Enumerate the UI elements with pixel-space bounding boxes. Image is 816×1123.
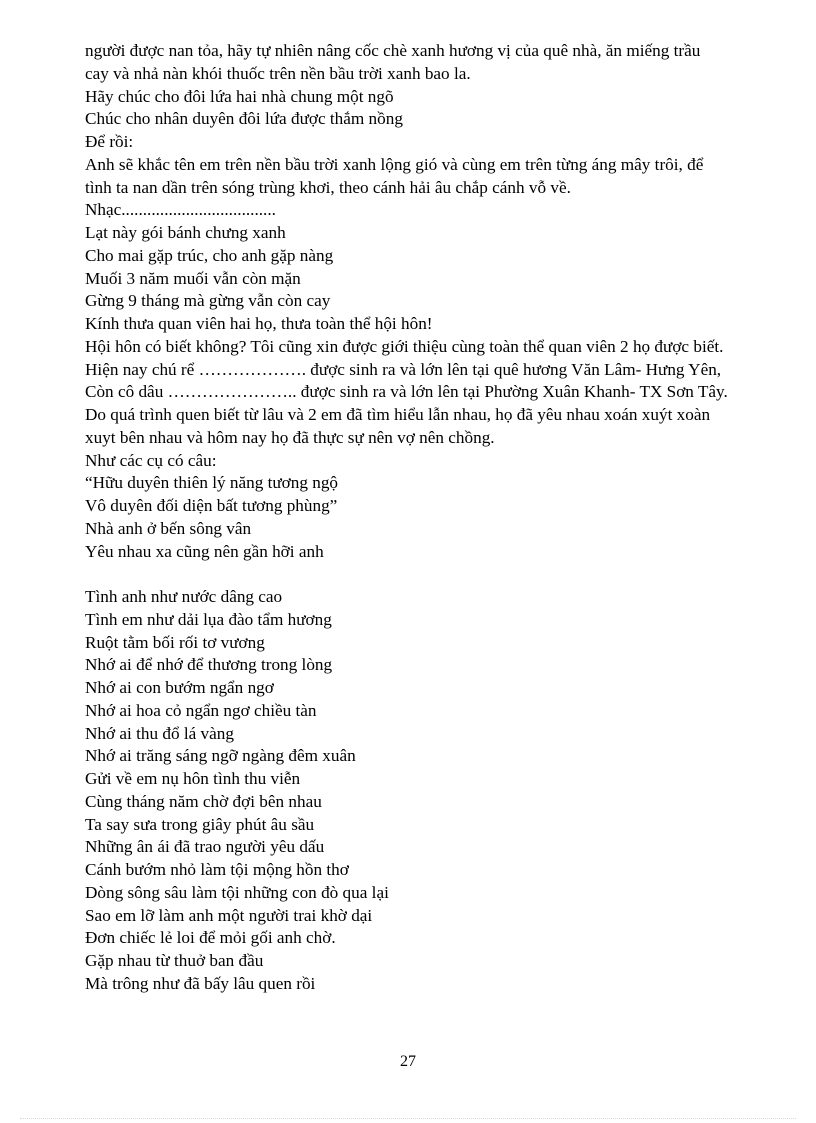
- text-line: Nhớ ai trăng sáng ngỡ ngàng đêm xuân: [85, 746, 356, 766]
- text-line: Đơn chiếc lẻ loi để mỏi gối anh chờ.: [85, 928, 336, 948]
- text-line: Ta say sưa trong giây phút âu sầu: [85, 814, 315, 834]
- text-line: Do quá trình quen biết từ lâu và 2 em đã tìm hiểu lẫn nhau, họ đã yêu nhau xoán xuýt xoàn: [85, 405, 711, 424]
- text-line: Lạt này gói bánh chưng xanh: [85, 223, 286, 242]
- text-line: Yêu nhau xa cũng nên gần hỡi anh: [85, 541, 324, 561]
- text-line: Nhớ ai thu đổ lá vàng: [85, 723, 234, 743]
- text-line: Muối 3 năm muối vẫn còn mặn: [85, 268, 301, 288]
- text-line: Như các cụ có câu:: [85, 450, 217, 470]
- text-line: Nhà anh ở bến sông vân: [85, 518, 252, 538]
- text-line: Hiện nay chú rể ………………. được sinh ra và lớn lên tại quê hương Văn Lâm- Hưng Yên,: [85, 359, 722, 379]
- text-line: Anh sẽ khắc tên em trên nền bầu trời xanh lộng gió và cùng em trên từng áng mây trôi, để: [85, 154, 704, 174]
- text-line: Nhớ ai để nhớ để thương trong lòng: [85, 655, 333, 675]
- text-line: Mà trông như đã bấy lâu quen rồi: [85, 973, 316, 993]
- text-line: Tình em như dải lụa đào tẩm hương: [85, 609, 332, 629]
- text-line: Cho mai gặp trúc, cho anh gặp nàng: [85, 245, 334, 265]
- text-line: Kính thưa quan viên hai họ, thưa toàn thể hội hôn!: [85, 314, 433, 333]
- text-line: Gừng 9 tháng mà gừng vẫn còn cay: [85, 291, 331, 311]
- text-line: Vô duyên đối diện bất tương phùng”: [85, 496, 338, 515]
- text-line: Gửi về em nụ hôn tình thu viễn: [85, 769, 301, 788]
- text-line: Để rồi:: [85, 132, 134, 151]
- text-line: Sao em lỡ làm anh một người trai khờ dại: [85, 905, 373, 925]
- page-number: 27: [400, 1053, 416, 1070]
- text-line: người được nan tỏa, hãy tự nhiên nâng cốc chè xanh hương vị của quê nhà, ăn miếng trầu: [85, 41, 701, 60]
- text-line: Cùng tháng năm chờ đợi bên nhau: [85, 791, 322, 811]
- text-line: “Hữu duyên thiên lý năng tương ngộ: [85, 473, 339, 493]
- body-text: [85, 40, 785, 996]
- text-line: cay và nhả nàn khói thuốc trên nền bầu trời xanh bao la.: [85, 63, 471, 83]
- text-line: Còn cô dâu ………………….. được sinh ra và lớn lên tại Phường Xuân Khanh- TX Sơn Tây.: [85, 382, 728, 402]
- text-line: Nhớ ai hoa cỏ ngẩn ngơ chiều tàn: [85, 700, 317, 720]
- text-line: Những ân ái đã trao người yêu dấu: [85, 837, 325, 857]
- blank-line: [85, 563, 785, 586]
- text-line: Hội hôn có biết không? Tôi cũng xin được giới thiệu cùng toàn thể quan viên 2 họ được biết.: [85, 336, 724, 356]
- text-line: Ruột tằm bối rối tơ vương: [85, 632, 265, 652]
- text-line: Tình anh như nước dâng cao: [85, 587, 283, 606]
- text-line: Hãy chúc cho đôi lứa hai nhà chung một ngõ: [85, 86, 394, 106]
- text-line: Gặp nhau từ thuở ban đầu: [85, 951, 264, 970]
- page-divider: [20, 1118, 796, 1119]
- text-line: Chúc cho nhân duyên đôi lứa được thắm nồng: [85, 109, 403, 129]
- text-line: Cánh bướm nhỏ làm tội mộng hồn thơ: [85, 860, 349, 879]
- text-line: xuyt bên nhau và hôm nay họ đã thực sự nên vợ nên chồng.: [85, 427, 495, 447]
- text-line: Dòng sông sâu làm tội những con đò qua lại: [85, 882, 389, 902]
- text-line: Nhớ ai con bướm ngẩn ngơ: [85, 678, 274, 697]
- text-line: tình ta nan dần trên sóng trùng khơi, theo cánh hải âu chắp cánh vỗ về.: [85, 177, 571, 197]
- text-line: Nhạc....................................: [85, 200, 276, 220]
